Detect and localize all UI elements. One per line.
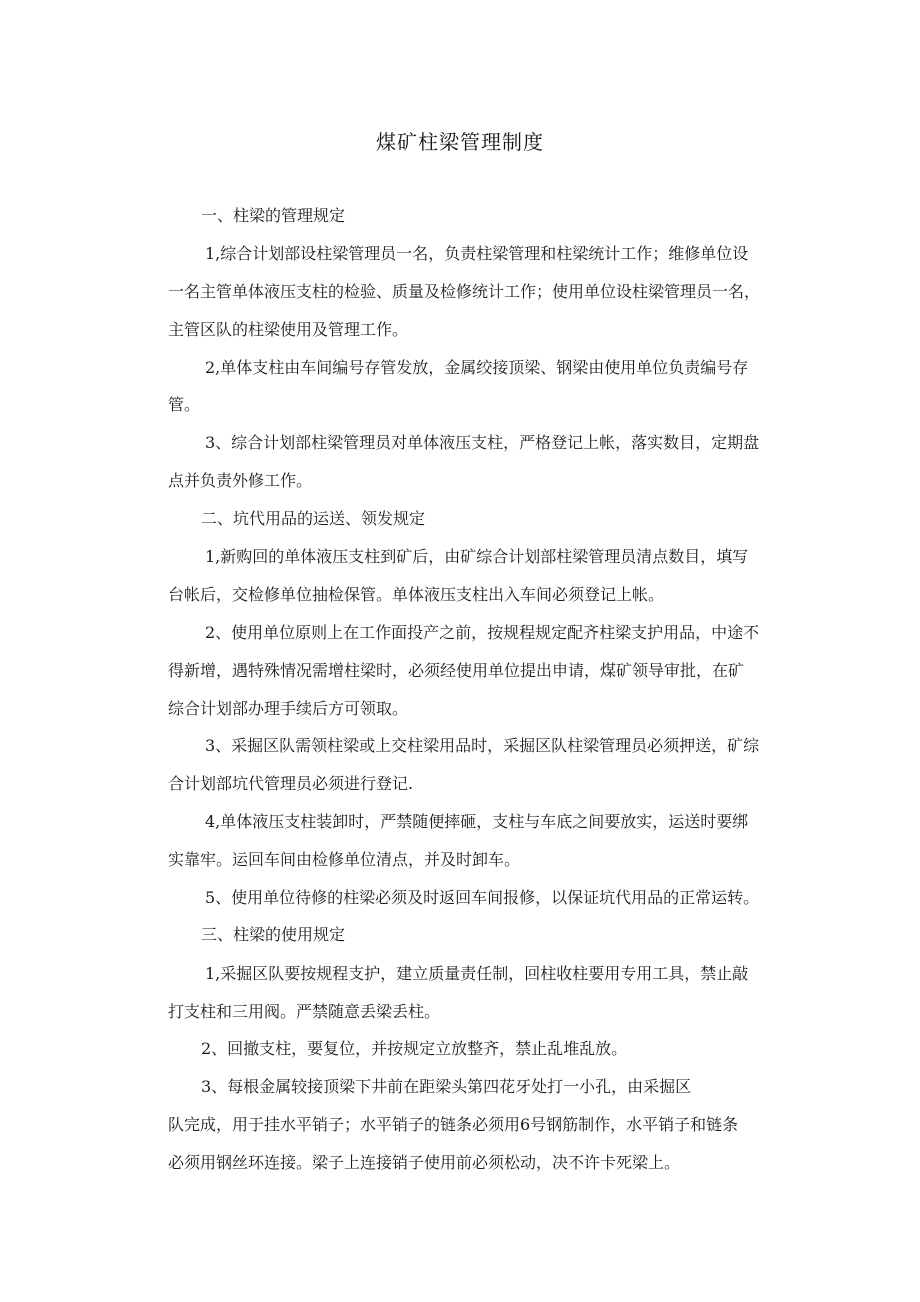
paragraph-line: 主管区队的柱梁使用及管理工作。 [168, 320, 409, 339]
paragraph-line: 2,单体支柱由车间编号存管发放，金属绞接顶梁、钢梁由使用单位负责编号存 [205, 358, 749, 377]
paragraph-line: 管。 [168, 395, 201, 414]
paragraph-line: 2、使用单位原则上在工作面投产之前，按规程规定配齐柱梁支护用品，中途不 [205, 623, 760, 642]
paragraph-line: 1,综合计划部设柱梁管理员一名，负责柱梁管理和柱梁统计工作；维修单位设 [205, 244, 749, 263]
section-heading-2: 二、坑代用品的运送、领发规定 [201, 509, 426, 528]
paragraph-line: 台帐后，交检修单位抽检保管。单体液压支柱出入车间必须登记上帐。 [168, 585, 665, 604]
paragraph-line: 合计划部坑代管理员必须进行登记. [168, 774, 414, 793]
section-heading-1: 一、柱梁的管理规定 [201, 206, 346, 225]
paragraph-line: 3、采掘区队需领柱梁或上交柱梁用品时，采掘区队柱梁管理员必须押送，矿综 [205, 736, 760, 755]
paragraph-line: 5、使用单位待修的柱梁必须及时返回车间报修，以保证坑代用品的正常运转。 [205, 888, 760, 907]
paragraph-line: 3、每根金属较接顶梁下井前在距梁头第四花牙处打一小孔，由采掘区 [201, 1077, 692, 1096]
paragraph-line: 综合计划部办理手续后方可领取。 [168, 699, 409, 718]
paragraph-line: 4,单体液压支柱装卸时，严禁随便摔砸，支柱与车底之间要放实，运送时要绑 [205, 812, 749, 831]
paragraph-line: 3、综合计划部柱梁管理员对单体液压支柱，严格登记上帐，落实数目，定期盘 [205, 433, 760, 452]
paragraph-line: 一名主管单体液压支柱的检验、质量及检修统计工作；使用单位设柱梁管理员一名， [168, 282, 761, 301]
paragraph-line: 必须用钢丝环连接。梁子上连接销子使用前必须松动，决不许卡死梁上。 [168, 1153, 681, 1172]
paragraph-line: 得新增，遇特殊情况需增柱梁时，必须经使用单位提出申请，煤矿领导审批，在矿 [168, 661, 745, 680]
paragraph-line: 实靠牢。运回车间由检修单位清点，并及时卸车。 [168, 850, 521, 869]
document-title: 煤矿柱梁管理制度 [376, 130, 544, 154]
paragraph-line: 打支柱和三用阀。严禁随意丢梁丢柱。 [168, 1002, 441, 1021]
paragraph-line: 1,采掘区队要按规程支护，建立质量责任制，回柱收柱要用专用工具，禁止敲 [205, 964, 749, 983]
paragraph-line: 点并负责外修工作。 [168, 471, 313, 490]
section-heading-3: 三、柱梁的使用规定 [201, 925, 346, 944]
paragraph-line: 2、回撤支柱，要复位，并按规定立放整齐，禁止乱堆乱放。 [201, 1039, 628, 1058]
paragraph-line: 队完成，用于挂水平销子；水平销子的链条必须用6号钢筋制作，水平销子和链条 [168, 1115, 739, 1134]
paragraph-line: 1,新购回的单体液压支柱到矿后，由矿综合计划部柱梁管理员清点数目，填写 [205, 547, 749, 566]
